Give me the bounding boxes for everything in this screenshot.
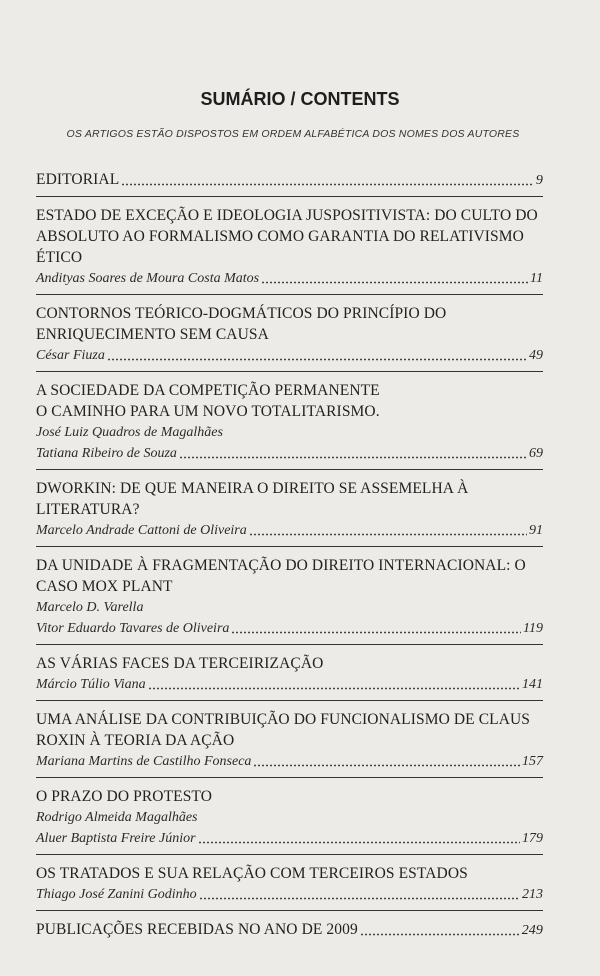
leader-dots <box>253 764 520 767</box>
toc-author-line <box>36 618 543 639</box>
author-name: Vitor Eduardo Tavares de Oliveira <box>36 621 230 636</box>
page-number: 157 <box>522 754 543 769</box>
author-name: Mariana Martins de Castilho Fonseca <box>36 754 252 769</box>
toc-heading-line: OS TRATADOS E SUA RELAÇÃO COM TERCEIROS ESTADOS <box>36 865 468 882</box>
toc-entry[interactable] <box>36 786 543 855</box>
page-number: 119 <box>523 621 543 636</box>
toc-author-line <box>36 345 543 366</box>
toc-heading-line <box>36 169 543 191</box>
page-number: 213 <box>522 887 543 902</box>
page-number: 69 <box>529 446 543 461</box>
author-name: Aluer Baptista Freire Júnior <box>36 831 196 846</box>
toc-heading-line: DA UNIDADE À FRAGMENTAÇÃO DO DIREITO INTERNACIONAL: O <box>36 557 526 574</box>
leader-dots <box>231 631 521 634</box>
page-number: 11 <box>530 271 543 286</box>
toc-heading-line: ROXIN À TEORIA DA AÇÃO <box>36 732 235 749</box>
page-number: 179 <box>522 831 543 846</box>
page-number: 141 <box>522 677 543 692</box>
toc-heading-line: O PRAZO DO PROTESTO <box>36 788 213 805</box>
toc-heading-line: ESTADO DE EXCEÇÃO E IDEOLOGIA JUSPOSITIVISTA: DO CULTO DO <box>36 207 538 224</box>
toc-entry[interactable] <box>36 303 543 372</box>
table-of-contents <box>36 169 543 954</box>
leader-dots <box>249 533 527 536</box>
author-name: Andityas Soares de Moura Costa Matos <box>36 271 260 286</box>
leader-dots <box>261 281 528 284</box>
leader-dots <box>107 358 527 361</box>
author-name: César Fiuza <box>36 348 105 363</box>
page-number: 91 <box>529 523 543 538</box>
leader-dots <box>179 456 527 459</box>
toc-author-line <box>36 443 543 464</box>
toc-entry[interactable] <box>36 919 543 946</box>
leader-dots <box>198 841 520 844</box>
toc-entry[interactable] <box>36 169 543 197</box>
toc-author-line <box>36 268 543 289</box>
author-name: Márcio Túlio Viana <box>36 677 146 692</box>
toc-heading-text: PUBLICAÇÕES RECEBIDAS NO ANO DE 2009 <box>36 921 358 938</box>
toc-author-line <box>36 828 543 849</box>
page-subtitle: OS ARTIGOS ESTÃO DISPOSTOS EM ORDEM ALFABÉTICA DOS NOMES DOS AUTORES <box>66 128 520 140</box>
toc-author-line <box>36 520 543 541</box>
page-number: 49 <box>529 348 543 363</box>
toc-heading-line: CASO MOX PLANT <box>36 578 173 595</box>
leader-dots <box>121 183 534 186</box>
toc-entry[interactable] <box>36 478 543 547</box>
toc-entry[interactable] <box>36 555 543 645</box>
toc-author-line <box>36 884 543 905</box>
toc-author-line <box>36 751 543 772</box>
toc-heading-line: LITERATURA? <box>36 501 140 518</box>
author-name: José Luiz Quadros de Magalhães <box>36 425 223 440</box>
author-name: Marcelo Andrade Cattoni de Oliveira <box>36 523 247 538</box>
toc-entry[interactable] <box>36 709 543 778</box>
author-name: Rodrigo Almeida Magalhães <box>36 810 198 825</box>
toc-author-line <box>36 674 543 695</box>
toc-heading-line: UMA ANÁLISE DA CONTRIBUIÇÃO DO FUNCIONALISMO DE CLAUS <box>36 711 531 728</box>
author-name: Tatiana Ribeiro de Souza <box>36 446 177 461</box>
toc-entry[interactable] <box>36 205 543 295</box>
toc-heading-line: O CAMINHO PARA UM NOVO TOTALITARISMO. <box>36 403 380 420</box>
toc-heading-line: ÉTICO <box>36 249 83 266</box>
toc-heading-line: CONTORNOS TEÓRICO-DOGMÁTICOS DO PRINCÍPIO DO <box>36 305 447 322</box>
leader-dots <box>148 687 520 690</box>
page-number: 249 <box>521 923 543 938</box>
leader-dots <box>360 933 520 936</box>
toc-heading-line: AS VÁRIAS FACES DA TERCEIRIZAÇÃO <box>36 655 324 672</box>
leader-dots <box>199 897 520 900</box>
toc-entry[interactable] <box>36 380 543 470</box>
author-name: Thiago José Zanini Godinho <box>36 887 197 902</box>
toc-heading-line: ENRIQUECIMENTO SEM CAUSA <box>36 326 269 343</box>
toc-heading-line: ABSOLUTO AO FORMALISMO COMO GARANTIA DO RELATIVISMO <box>36 228 524 245</box>
page-title: SUMÁRIO / CONTENTS <box>200 89 400 109</box>
toc-entry[interactable] <box>36 653 543 701</box>
toc-entry[interactable] <box>36 863 543 911</box>
toc-heading-line: A SOCIEDADE DA COMPETIÇÃO PERMANENTE <box>36 382 380 399</box>
toc-heading-line <box>36 919 543 941</box>
page-number: 9 <box>535 173 543 188</box>
toc-heading-text: EDITORIAL <box>36 171 120 188</box>
toc-heading-line: DWORKIN: DE QUE MANEIRA O DIREITO SE ASSEMELHA À <box>36 480 469 497</box>
author-name: Marcelo D. Varella <box>36 600 144 615</box>
